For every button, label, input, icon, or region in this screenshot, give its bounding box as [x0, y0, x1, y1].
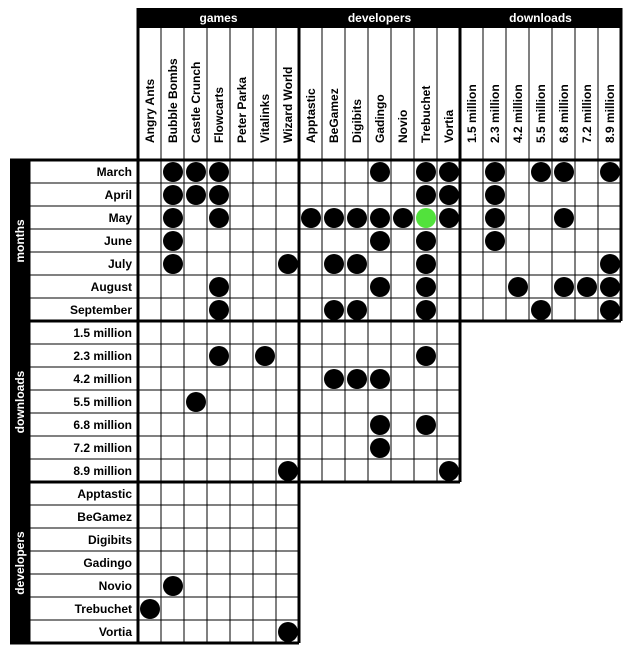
column-label-text: 8.9 million: [602, 84, 617, 143]
row-group-title: months: [13, 218, 27, 263]
column-group-header-games: games: [138, 8, 299, 28]
column-label-text: Trebuchet: [418, 85, 433, 143]
row-label-july: July: [107, 256, 132, 271]
row-label-vortia: Vortia: [98, 624, 132, 639]
column-label-text: Vortia: [441, 109, 456, 143]
row-group-title: developers: [13, 530, 27, 595]
column-label-text: Bubble Bombs: [165, 58, 180, 143]
row-label-march: March: [96, 164, 132, 179]
column-label-text: 2.3 million: [487, 84, 502, 143]
row-label-5-5-million: 5.5 million: [73, 394, 132, 409]
column-label-text: 6.8 million: [556, 84, 571, 143]
row-label-june: June: [103, 233, 132, 248]
column-label-text: Wizard World: [280, 66, 295, 143]
column-label-text: 1.5 million: [464, 84, 479, 143]
column-label-text: Flowcarts: [211, 86, 226, 143]
column-label-text: Angry Ants: [142, 78, 157, 143]
row-label-gadingo: Gadingo: [83, 555, 132, 570]
column-label-text: 5.5 million: [533, 84, 548, 143]
column-label-text: 4.2 million: [510, 84, 525, 143]
row-label-1-5-million: 1.5 million: [73, 325, 132, 340]
row-label-begamez: BeGamez: [77, 509, 132, 524]
column-label-text: Peter Parka: [234, 76, 249, 143]
column-group-header-developers: developers: [299, 8, 460, 28]
column-label-text: Gadingo: [372, 94, 387, 143]
row-label-4-2-million: 4.2 million: [73, 371, 132, 386]
row-label-april: April: [104, 187, 132, 202]
row-label-6-8-million: 6.8 million: [73, 417, 132, 432]
row-label-novio: Novio: [98, 578, 132, 593]
row-label-september: September: [69, 302, 132, 317]
column-label-text: Vitalinks: [257, 93, 272, 143]
row-label-trebuchet: Trebuchet: [74, 601, 132, 616]
row-label-august: August: [90, 279, 132, 294]
column-label-text: Novio: [395, 109, 410, 143]
row-label-may: May: [108, 210, 132, 225]
row-label-apptastic: Apptastic: [77, 486, 132, 501]
row-label-digibits: Digibits: [88, 532, 132, 547]
column-label-text: Digibits: [349, 99, 364, 143]
row-group-title: downloads: [13, 370, 27, 433]
column-label-text: BeGamez: [326, 88, 341, 143]
column-label-text: 7.2 million: [579, 84, 594, 143]
column-label-text: Apptastic: [303, 88, 318, 143]
row-label-2-3-million: 2.3 million: [73, 348, 132, 363]
column-group-header-downloads: downloads: [460, 8, 621, 28]
column-label-text: Castle Crunch: [188, 61, 203, 143]
row-label-8-9-million: 8.9 million: [73, 463, 132, 478]
row-label-7-2-million: 7.2 million: [73, 440, 132, 455]
